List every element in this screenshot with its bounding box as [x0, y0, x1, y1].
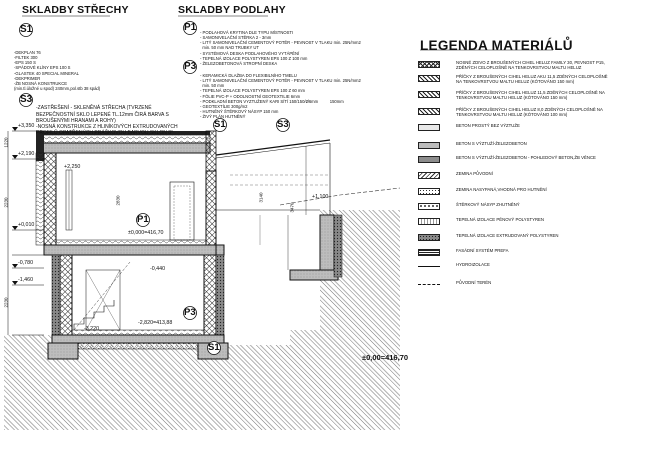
- legend-swatch: [418, 142, 440, 149]
- s3-tag: S3: [20, 94, 33, 105]
- dim-1220: 1220: [3, 137, 9, 148]
- legend-text: ZEMINA NASYPANÁ,VHODNÁ PRO HUTNĚNÍ: [456, 187, 547, 192]
- s3-layers: -ZASTŘEŠENÍ - SKLENĚNÁ STŘECHA (TVRZENÉ BEZPEČNOSTNÍ SKLO LEPENÉ TL.12mm ČIRÁ BARVA S BROUŠENÝMI HRANAMI A ROHY) -NOSNÁ KONSTRUKCE Z HLINÍKOVÝCH EXTRUDOVANÝCH PROFILŮ OPATŘENÝCH PRÁŠKOVOU BARVOU,SKLON 8°: [36, 105, 178, 137]
- legend-text: FASÁDNÍ SYSTÉM PREFA: [456, 248, 509, 253]
- tag-s1-top: S1: [214, 119, 226, 130]
- tag-s3: S3: [277, 119, 289, 130]
- legend-text: BETON S VÝZTUŽÍ-ŽELEZOBETON: [456, 141, 527, 146]
- ground-slab-p3: [52, 335, 224, 343]
- legend-text: PŮVODNÍ TERÉN: [456, 280, 492, 285]
- wall-left-upper: [44, 153, 56, 245]
- level-1460: -1,460: [18, 277, 34, 283]
- legend-title: LEGENDA MATERIÁLŮ: [420, 38, 573, 53]
- glass-roof: [216, 140, 330, 155]
- legend-swatch: [418, 234, 440, 241]
- level-0010: +0,010: [18, 222, 35, 228]
- legend-swatch: [418, 188, 440, 195]
- datum-level: ±0,00=416,70: [362, 353, 409, 362]
- level-0780: -0,780: [18, 260, 34, 266]
- level-p3: -2,820=413,88: [138, 320, 173, 326]
- dim-3470: 3470: [289, 202, 295, 213]
- legend-swatch: [418, 284, 440, 285]
- level-3350: +3,350: [18, 123, 35, 129]
- legend-text: ŠTĚRKOVÝ NÁSYP ZHUTNĚNÝ: [456, 202, 520, 207]
- level-2190: +2,190: [18, 151, 35, 157]
- legend-text: PŘÍČKY Z BROUŠENÝCH CIHEL HELUZ 8,0 ZDĚNÝCH CELOPLOŠNĚ NA TENKOVRSTVOU MALTU HELUZ (KÓTOVÁNO 100 mm): [456, 107, 603, 118]
- roof-slab: [40, 143, 210, 153]
- legend-swatch: [418, 156, 440, 163]
- dim-2830: 2830: [115, 195, 121, 206]
- legend-swatch: [418, 91, 440, 98]
- tag-p1: P1: [137, 214, 149, 225]
- legend-swatch: [418, 124, 440, 131]
- legend-text: PŘÍČKY Z BROUŠENÝCH CIHEL HELUZ AKU 11,5 ZDĚNÝCH CELOPLOŠNĚ NA TENKOVRSTVOU MALTU HELUZ (KÓTOVÁNO 150 mm): [456, 74, 608, 85]
- tag-s1-bottom: S1: [208, 342, 220, 353]
- p1-tag: P1: [184, 22, 197, 33]
- legend-swatch: [418, 108, 440, 115]
- legend-swatch: [418, 249, 440, 256]
- legend-text: TEPELNÁ IZOLACE PĚNOVÝ POLYSTYREN: [456, 217, 545, 222]
- dim-2230-b: 2230: [3, 297, 9, 308]
- legend-text: HYDROIZOLACE: [456, 262, 490, 267]
- p3-tag: P3: [184, 61, 197, 72]
- original-terrain-line: [280, 188, 400, 205]
- legend-text: TEPELNÁ IZOLACE EXTRUDOVANÝ POLYSTYREN: [456, 233, 559, 238]
- p1-layers: - PODLAHOVÁ KRYTINA DLE TYPU MÍSTNOSTI - SAMONIVELAČNÍ STĚRKA 2 - 3mm - LITÝ SAMONIVELAČNÍ CEMENTOVÝ POTĚR - PEVNOST V TLAKU min. 25N/mm2 min. 50 mm NAD TRUBKY UT - SYSTÉMOVÁ DESKA PODLAHOVÉHO VYTÁPĚNÍ - TEPELNÁ IZOLACE POLYSTYREN EPS 100 Z 100 mm - ŽELEZOBETONOVÁ STROPNÍ DESKA: [200, 30, 361, 66]
- p3-layers: - KERAMICKÁ DLAŽBA DO FLEXIBILNÍHO TMELU - LITÝ SAMONIVELAČNÍ CEMENTOVÝ POTĚR - PEVNOST V TLAKU min. 25N/mm2 min. 50 mm - TEPELNÁ IZOLACE POLYSTYREN EPS 100 Z 60 mm - FÓLIE PVC-P + ODOLNOSTNÍ GEOTEXTILIE 6mm - PODKLADNÍ BETON VYZTUŽENÝ KARI SÍTÍ 150/150/Ø6mm 150mm - GEOTEXTÍLIE 300g/m2 - HUTNĚNÝ ŠTĚRKOVÝ NÁSYP 150 mm - ŽIVÝ PLÁN HUTNĚNÝ: [200, 73, 361, 119]
- roof-title: SKLADBY STŘECHY: [22, 4, 129, 16]
- legend-text: ZEMINA PŮVODNÍ: [456, 171, 493, 176]
- level-p1100: +1,100: [312, 194, 329, 200]
- level-2250: +2,250: [64, 164, 81, 170]
- legend-text: PŘÍČKY Z BROUŠENÝCH CIHEL HELUZ 11,5 ZDĚNÝCH CELOPLOŠNĚ NA TENKOVRSTVOU MALTU HELUZ (KÓTOVÁNO 150 mm): [456, 90, 605, 101]
- floor-slab-p1: [44, 245, 216, 255]
- level-m0440: -0,440: [150, 266, 166, 272]
- level-m3220: -3,220: [84, 326, 100, 332]
- dim-3140: 3140: [258, 192, 264, 203]
- floor-title: SKLADBY PODLAHY: [178, 4, 286, 16]
- level-p1: ±0,000=416,70: [128, 230, 164, 236]
- legend-swatch: [418, 266, 440, 267]
- s1-layers: -DEKPLAN 76 -FILTEK 300 -EPS 150 S -SPÁDOVÉ KLÍNY EPS 100 S -GLASTEK 40 SPECIAL MINERAL -DEKPRIMER -ŽB NOSNÁ KONSTRUKCE (min.tl.úložné u spod) 240mm,pol.stb 38 spád): [14, 50, 101, 91]
- s1-tag: S1: [20, 24, 33, 35]
- tag-p3: P3: [184, 307, 196, 318]
- legend-swatch: [418, 172, 440, 179]
- legend-swatch: [418, 61, 440, 68]
- legend-swatch: [418, 203, 440, 210]
- legend-text: BETON S VÝZTUŽÍ-ŽELEZOBETON - POHLEDOVÝ BETON,ŽB VĚNCE: [456, 155, 596, 160]
- legend-text: BETON PROSTÝ BEZ VÝZTUŽE: [456, 123, 520, 128]
- dim-2230-a: 2230: [3, 197, 9, 208]
- legend-swatch: [418, 75, 440, 82]
- legend-text: NOSNÉ ZDIVO Z BROUŠENÝCH CIHEL HELUZ FAMILY 30, PEVNOST P15, ZDĚNÝCH CELOPLOŠNĚ NA TENKOVRSTVOU MALTU HELUZ: [456, 60, 605, 71]
- legend-swatch: [418, 218, 440, 225]
